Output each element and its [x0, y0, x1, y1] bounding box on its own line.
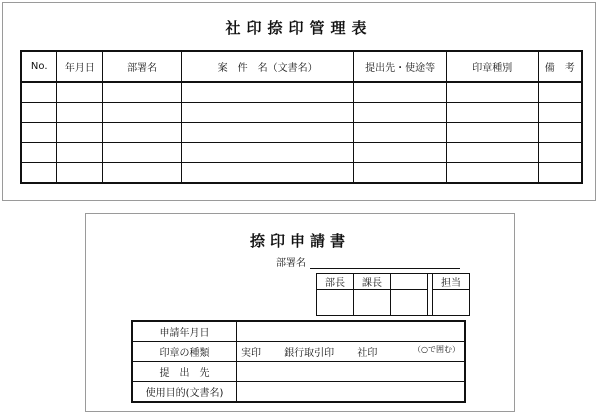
approval-head-blank	[391, 274, 428, 290]
ledger-cell[interactable]	[538, 103, 582, 123]
approval-head-section-chief: 課長	[354, 274, 391, 290]
ledger-cell[interactable]	[21, 143, 57, 163]
department-field	[276, 254, 460, 269]
ledger-cell[interactable]	[57, 143, 103, 163]
destination-label: 提 出 先	[132, 362, 237, 382]
ledger-row	[21, 163, 582, 184]
approval-box-staff[interactable]	[433, 290, 470, 316]
ledger-cell[interactable]	[354, 163, 447, 184]
col-no: No.	[21, 51, 57, 82]
ledger-cell[interactable]	[181, 123, 353, 143]
date-label: 申請年月日	[132, 321, 237, 342]
ledger-cell[interactable]	[446, 163, 538, 184]
approval-box-blank[interactable]	[391, 290, 428, 316]
date-value[interactable]	[237, 321, 466, 342]
ledger-title: 社印捺印管理表	[225, 19, 373, 37]
purpose-label: 使用目的(文書名)	[132, 382, 237, 403]
destination-value[interactable]	[237, 362, 466, 382]
ledger-cell[interactable]	[21, 82, 57, 103]
purpose-value[interactable]	[237, 382, 466, 403]
seal-option-bank[interactable]: 銀行取引印	[284, 348, 335, 359]
approval-box-section-chief[interactable]	[354, 290, 391, 316]
seal-type-note: （○で囲む）	[413, 345, 460, 354]
ledger-cell[interactable]	[446, 143, 538, 163]
ledger-cell[interactable]	[181, 143, 353, 163]
ledger-cell[interactable]	[103, 143, 182, 163]
col-date: 年月日	[57, 51, 103, 82]
ledger-cell[interactable]	[181, 163, 353, 184]
approval-box-manager[interactable]	[317, 290, 354, 316]
seal-application-form	[85, 213, 515, 412]
ledger-cell[interactable]	[354, 103, 447, 123]
ledger-header-row	[21, 51, 582, 82]
department-line[interactable]	[310, 258, 460, 269]
col-subject: 案 件 名（文書名）	[181, 51, 353, 82]
ledger-cell[interactable]	[538, 163, 582, 184]
ledger-table	[20, 50, 583, 184]
ledger-cell[interactable]	[57, 103, 103, 123]
ledger-cell[interactable]	[103, 103, 182, 123]
ledger-cell[interactable]	[538, 143, 582, 163]
seal-type-options[interactable]	[237, 342, 466, 362]
ledger-row	[21, 143, 582, 163]
col-seal-type: 印章種別	[446, 51, 538, 82]
ledger-cell[interactable]	[21, 163, 57, 184]
ledger-cell[interactable]	[21, 103, 57, 123]
purpose-row	[132, 382, 465, 403]
ledger-cell[interactable]	[103, 163, 182, 184]
ledger-cell[interactable]	[538, 123, 582, 143]
seal-option-jitsuin[interactable]: 実印	[241, 348, 261, 359]
ledger-cell[interactable]	[57, 163, 103, 184]
ledger-cell[interactable]	[181, 103, 353, 123]
approval-head-manager: 部長	[317, 274, 354, 290]
col-department: 部署名	[103, 51, 182, 82]
col-destination: 提出先・使途等	[354, 51, 447, 82]
ledger-row	[21, 123, 582, 143]
ledger-cell[interactable]	[446, 82, 538, 103]
approval-stamp-table	[316, 273, 470, 316]
ledger-cell[interactable]	[57, 123, 103, 143]
ledger-cell[interactable]	[354, 82, 447, 103]
ledger-cell[interactable]	[57, 82, 103, 103]
application-table	[131, 320, 466, 403]
department-label: 部署名	[276, 258, 306, 269]
ledger-row	[21, 82, 582, 103]
col-remarks: 備 考	[538, 51, 582, 82]
ledger-cell[interactable]	[354, 123, 447, 143]
ledger-row	[21, 103, 582, 123]
application-date-row	[132, 321, 465, 342]
seal-type-label: 印章の種類	[132, 342, 237, 362]
ledger-cell[interactable]	[446, 103, 538, 123]
seal-management-ledger	[2, 2, 596, 201]
approval-head-staff: 担当	[433, 274, 470, 290]
seal-option-company[interactable]: 社印	[357, 348, 378, 359]
ledger-cell[interactable]	[538, 82, 582, 103]
ledger-cell[interactable]	[354, 143, 447, 163]
ledger-cell[interactable]	[21, 123, 57, 143]
seal-type-row	[132, 342, 465, 362]
application-title: 捺印申請書	[249, 232, 350, 250]
ledger-cell[interactable]	[446, 123, 538, 143]
destination-row	[132, 362, 465, 382]
ledger-cell[interactable]	[181, 82, 353, 103]
ledger-cell[interactable]	[103, 123, 182, 143]
ledger-cell[interactable]	[103, 82, 182, 103]
